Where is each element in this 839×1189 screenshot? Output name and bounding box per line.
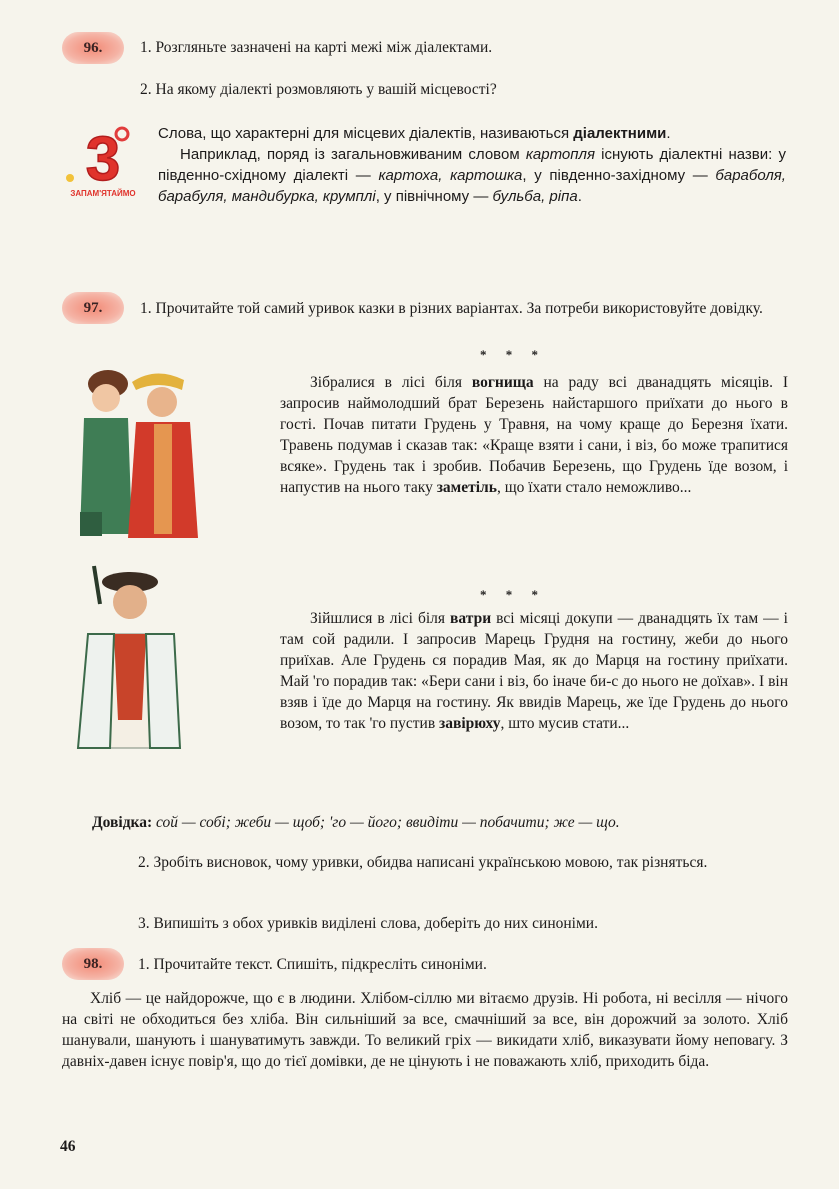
ex97-item-3: 3. Випишіть з обох уривків виділені слова, доберіть до них синоніми.: [138, 915, 598, 932]
exercise-97-badge: 97.: [62, 292, 124, 324]
ex98-item-1: 1. Прочитайте текст. Спишіть, підкресліть синоніми.: [138, 956, 487, 973]
remember-text: Слова, що характерні для місцевих діалектів, називаються діалектними. Наприклад, поряд із загальновживаним словом картопля існують діалектні назви: у південно-східному діалекті — картоха, картошка, у південно-західному — бараболя, барабуля, мандибурка, крумплі, у північному — бульба, ріпа.: [158, 125, 786, 205]
illustration-hutsul-figure: [70, 560, 186, 754]
ex96-item-2: 2. На якому діалекті розмовляють у вашій місцевості?: [140, 81, 497, 98]
remember-caption: ЗАПАМ'ЯТАЙМО: [70, 189, 136, 198]
highlight-word-3: ватри: [450, 610, 492, 627]
fairy-tale-text-1: Зібралися в лісі біля вогнища на раду всі дванадцять місяців. І запросив наймолодший брат Березень найстаршого приїхати до нього в гості. Почав питати Грудень у Травня, на чому краще до Березня їхати. Травень подумав і сказав так: «Краще взяти і сани, і віз, бо може трапитися всяке». Грудень так і зробив. Побачив Березень, що Грудень їде возом, і напустив на нього таку заметіль, що їхати стало неможливо...: [280, 374, 788, 496]
illustration-two-figures: [66, 362, 206, 544]
remember-icon: [58, 120, 148, 200]
highlight-word-4: завірюху: [439, 715, 501, 732]
section-divider-stars-2: * * *: [480, 587, 546, 602]
exercise-98-badge: 98.: [62, 948, 124, 980]
highlight-word-2: заметіль: [436, 479, 497, 496]
ex97-item-1: 1. Прочитайте той самий уривок казки в різних варіантах. За потреби використовуйте довідку.: [140, 300, 763, 317]
exercise-96-badge: 96.: [62, 32, 124, 64]
ex97-item-2: 2. Зробіть висновок, чому уривки, обидва написані українською мовою, так різняться.: [138, 854, 708, 871]
section-divider-stars: * * *: [480, 347, 546, 362]
term-dialect-words: діалектними: [573, 125, 667, 142]
highlight-word-1: вогнища: [471, 374, 534, 391]
ex98-text: Хліб — це найдорожче, що є в людини. Хлібом-сіллю ми вітаємо друзів. Ні робота, ні весілля — нічого на світі не обходиться без хліба. Він сильніший за все, смачніший за все, він дорожчий за золото. Хліб шанували, шанують і шануватимуть завжди. То великий гріх — викидати хліб, виказувати йому неповагу. З давніх-давен існує повір'я, що до тієї домівки, де не цінують і не поважають хліб, приходить біда.: [62, 990, 788, 1070]
fairy-tale-text-2: Зійшлися в лісі біля ватри всі місяці докупи — дванадцять їх там — і там сой радили. І запросив Марець Грудня на гостину, жеби до нього приїхав. Але Грудень ся порадив Мая, як до Марця на гостину приїхати. Май 'го порадив так: «Бери сани і віз, бо іначе би-с до нього не доїхав». І він взяв і їде до Марця на гостину. Як ввидів Марець, же їде Грудень до нього возом, то так 'го пустив завірюху, што мусив стати...: [280, 610, 788, 732]
reference-note: Довідка: сой — собі; жеби — щоб; 'го — його; ввидіти — побачити; же — що.: [92, 814, 620, 831]
page-number: 46: [60, 1138, 76, 1155]
remember-digit: 3: [85, 125, 121, 194]
ex96-item-1: 1. Розгляньте зазначені на карті межі між діалектами.: [140, 39, 493, 56]
